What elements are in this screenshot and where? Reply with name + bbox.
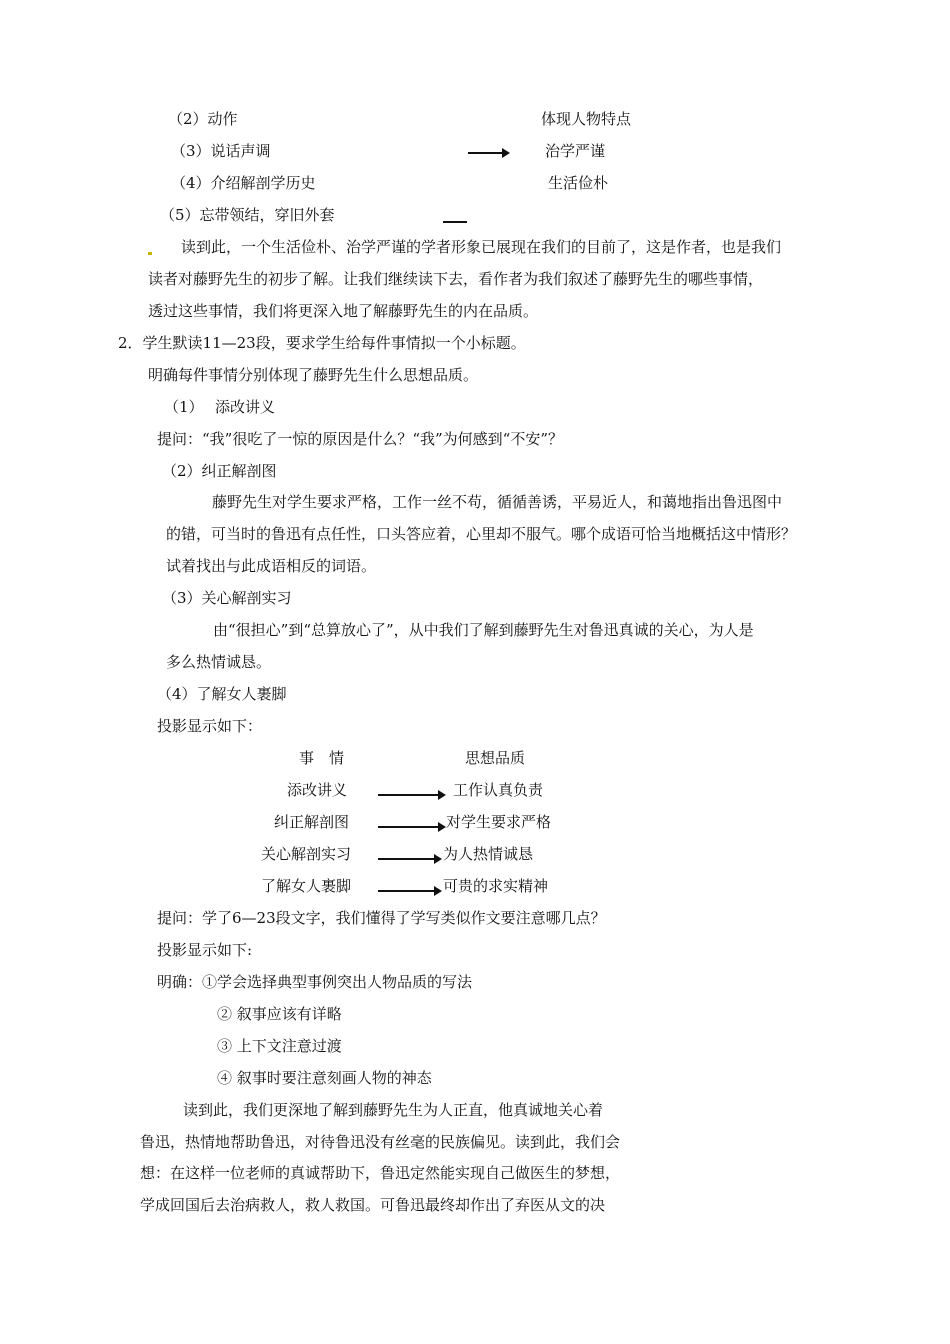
table-event: 了解女人裹脚 xyxy=(261,877,352,895)
top-item-clothing: （5）忘带领结，穿旧外套 xyxy=(160,206,335,224)
clarify-line: 明确每件事情分别体现了藤野先生什么思想品质。 xyxy=(148,366,479,384)
table-header-quality: 思想品质 xyxy=(465,749,526,767)
item-title: （2）纠正解剖图 xyxy=(162,462,277,480)
top-item-action: （2）动作 xyxy=(168,110,238,128)
paragraph-line: 透过这些事情，我们将更深入地了解藤野先生的内在品质。 xyxy=(148,302,539,320)
paragraph-line: 学成回国后去治病救人，救人救国。可鲁迅最终却作出了弃医从文的决 xyxy=(140,1196,606,1214)
short-divider xyxy=(443,221,467,223)
table-quality: 工作认真负责 xyxy=(453,781,544,799)
paragraph-line: 的错，可当时的鲁迅有点任性，口头答应着，心里却不服气。哪个成语可恰当地概括这中情形？ xyxy=(166,525,797,543)
table-arrow xyxy=(378,794,444,796)
item-number: （1） xyxy=(164,398,204,416)
projection-line: 投影显示如下： xyxy=(157,717,263,735)
paragraph-line: 由“很担心”到“总算放心了”，从中我们了解到藤野先生对鲁迅真诚的关心，为人是 xyxy=(213,621,754,639)
paragraph-line: 多么热情诚恳。 xyxy=(166,653,272,671)
table-arrow xyxy=(378,890,440,892)
character-trait-header: 体现人物特点 xyxy=(541,110,632,128)
paragraph-line: 读到此，我们更深地了解到藤野先生为人正直，他真诚地关心着 xyxy=(183,1101,604,1119)
top-item-anatomy-history: （4）介绍解剖学历史 xyxy=(171,174,316,192)
question-line: 提问：“我”很吃了一惊的原因是什么？“我”为何感到“不安”？ xyxy=(157,430,564,448)
point-line: ③ 上下文注意过渡 xyxy=(217,1037,342,1055)
item-title: （3）关心解剖实习 xyxy=(162,589,292,607)
question-line: 提问：学了6—23段文字，我们懂得了学写类似作文要注意哪几点？ xyxy=(157,909,606,927)
section-heading: 2．学生默读11—23段，要求学生给每件事情拟一个小标题。 xyxy=(118,334,526,352)
paragraph-line: 鲁迅，热情地帮助鲁迅，对待鲁迅没有丝毫的民族偏见。读到此，我们会 xyxy=(140,1133,621,1151)
table-event: 关心解剖实习 xyxy=(261,845,352,863)
paragraph-line: 藤野先生对学生要求严格，工作一丝不苟，循循善诱，平易近人，和蔼地指出鲁迅图中 xyxy=(212,493,783,511)
table-quality: 为人热情诚恳 xyxy=(443,845,534,863)
trait-rigorous: 治学严谨 xyxy=(545,142,606,160)
table-event: 添改讲义 xyxy=(287,781,348,799)
margin-mark xyxy=(148,252,152,255)
item-title: （4）了解女人裹脚 xyxy=(157,685,287,703)
table-quality: 对学生要求严格 xyxy=(446,813,552,831)
paragraph-line: 读到此，一个生活俭朴、治学严谨的学者形象已展现在我们的目前了，这是作者，也是我们 xyxy=(181,238,782,256)
paragraph-line: 读者对藤野先生的初步了解。让我们继续读下去，看作者为我们叙述了藤野先生的哪些事情， xyxy=(148,270,764,288)
point-line: ④ 叙事时要注意刻画人物的神态 xyxy=(217,1069,432,1087)
top-item-voice: （3）说话声调 xyxy=(171,142,271,160)
table-event: 纠正解剖图 xyxy=(274,813,350,831)
table-header-event: 事 情 xyxy=(299,749,345,767)
paragraph-line: 试着找出与此成语相反的词语。 xyxy=(166,557,377,575)
projection-line: 投影显示如下: xyxy=(157,941,253,959)
trait-arrow xyxy=(468,152,508,154)
paragraph-line: 想：在这样一位老师的真诚帮助下，鲁迅定然能实现自己做医生的梦想， xyxy=(140,1164,621,1182)
table-arrow xyxy=(378,858,440,860)
table-quality: 可贵的求实精神 xyxy=(443,877,549,895)
item-title: 添改讲义 xyxy=(215,398,276,416)
point-line: ② 叙事应该有详略 xyxy=(217,1005,342,1023)
table-arrow xyxy=(378,826,444,828)
point-line: 明确：①学会选择典型事例突出人物品质的写法 xyxy=(157,973,473,991)
trait-frugal: 生活俭朴 xyxy=(548,174,609,192)
